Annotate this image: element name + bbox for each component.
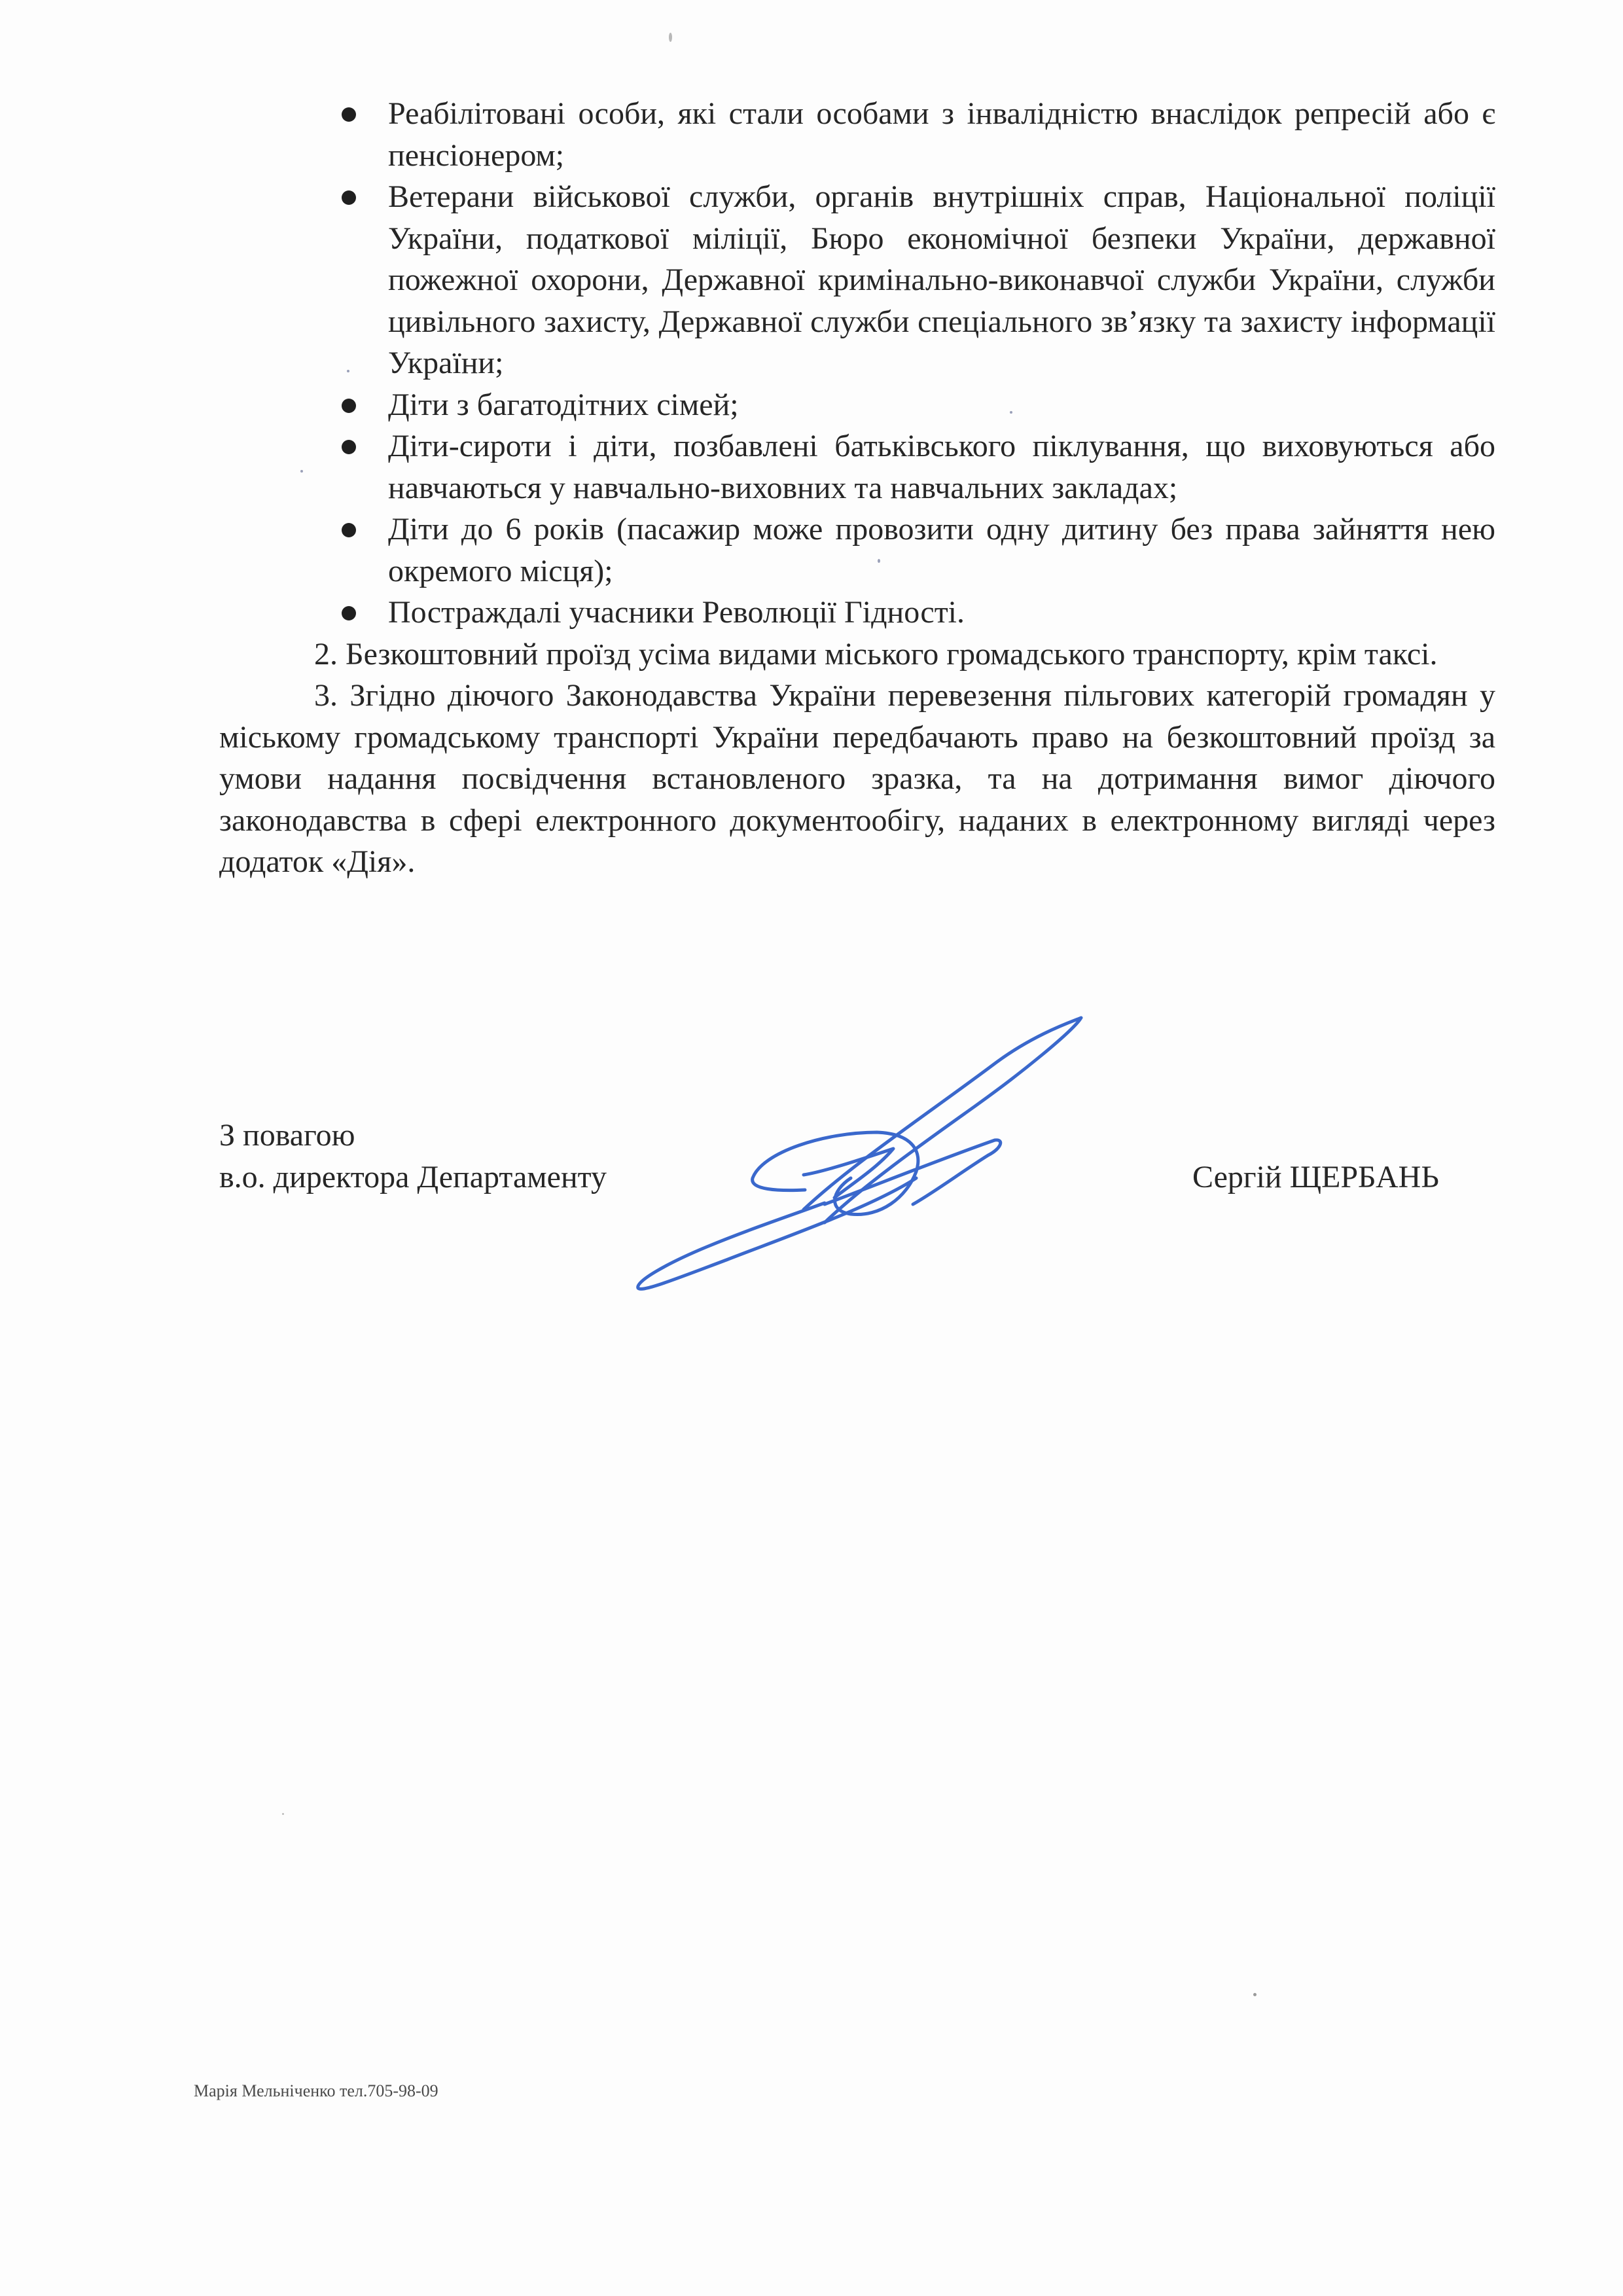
list-item: [219, 509, 1495, 592]
signature-stroke: [804, 1018, 1081, 1223]
list-item: [219, 425, 1495, 509]
signature-stroke: [753, 1132, 918, 1215]
signer-name: Сергій ЩЕРБАНЬ: [1192, 1160, 1439, 1194]
closing-block: [219, 1115, 607, 1198]
paragraph-free-travel: 2. Безкоштовний проїзд усіма видами міського громадського транспорту, крім таксі.: [314, 636, 1438, 672]
contact-person: Марія Мельніченко тел.705-98-09: [194, 2081, 438, 2100]
list-item-text: Діти з багатодітних сімей;: [388, 387, 739, 422]
letter-body: [219, 93, 1495, 883]
signature-stroke: [804, 1149, 893, 1198]
list-item-text: Діти-сироти і діти, позбавлені батьківського піклування, що виховуються або навчаються у навчально-виховних та навчальних закладах;: [388, 429, 1495, 505]
bullet-icon: [342, 440, 356, 454]
bullet-icon: [342, 523, 356, 537]
signer-position: в.о. директора Департаменту: [219, 1160, 607, 1194]
scan-speck: [282, 1813, 284, 1815]
salutation: З повагою: [219, 1118, 355, 1153]
scan-speck: [1253, 1993, 1257, 1996]
paragraph-legal-basis: 3. Згідно діючого Законодавства України перевезення пільгових категорій громадян у міському громадському транспорті України передбачають право на безкоштовний проїзд за умови надання посвідчення встановленого зразка, та на дотримання вимог діючого законодавства в сфері електронного документообігу, наданих в електронному вигляді через додаток «Дія».: [219, 678, 1495, 879]
list-item: [219, 384, 1495, 426]
scan-speck: [669, 33, 672, 42]
benefit-categories-list: [219, 93, 1495, 634]
list-item: [219, 176, 1495, 384]
list-item: [219, 93, 1495, 176]
list-item: [219, 592, 1495, 634]
signature-stroke: [638, 1178, 916, 1289]
bullet-icon: [342, 606, 356, 620]
bullet-icon: [342, 399, 356, 413]
bullet-icon: [342, 107, 356, 122]
signature-stroke: [825, 1140, 1001, 1204]
list-item-text: Постраждалі учасники Революції Гідності.: [388, 595, 965, 630]
bullet-icon: [342, 190, 356, 205]
list-item-text: Діти до 6 років (пасажир може провозити одну дитину без права зайняття нею окремого місця);: [388, 512, 1495, 588]
list-item-text: Ветерани військової служби, органів внутрішніх справ, Національної поліції України, податкової міліції, Бюро економічної безпеки України, державної пожежної охорони, Державної кримінально-виконавчої служби України, служби цивільного захисту, Державної служби спеціального зв’язку та захисту інформації України;: [388, 179, 1495, 380]
list-item-text: Реабілітовані особи, які стали особами з інвалідністю внаслідок репресій або є пенсіонером;: [388, 96, 1495, 173]
